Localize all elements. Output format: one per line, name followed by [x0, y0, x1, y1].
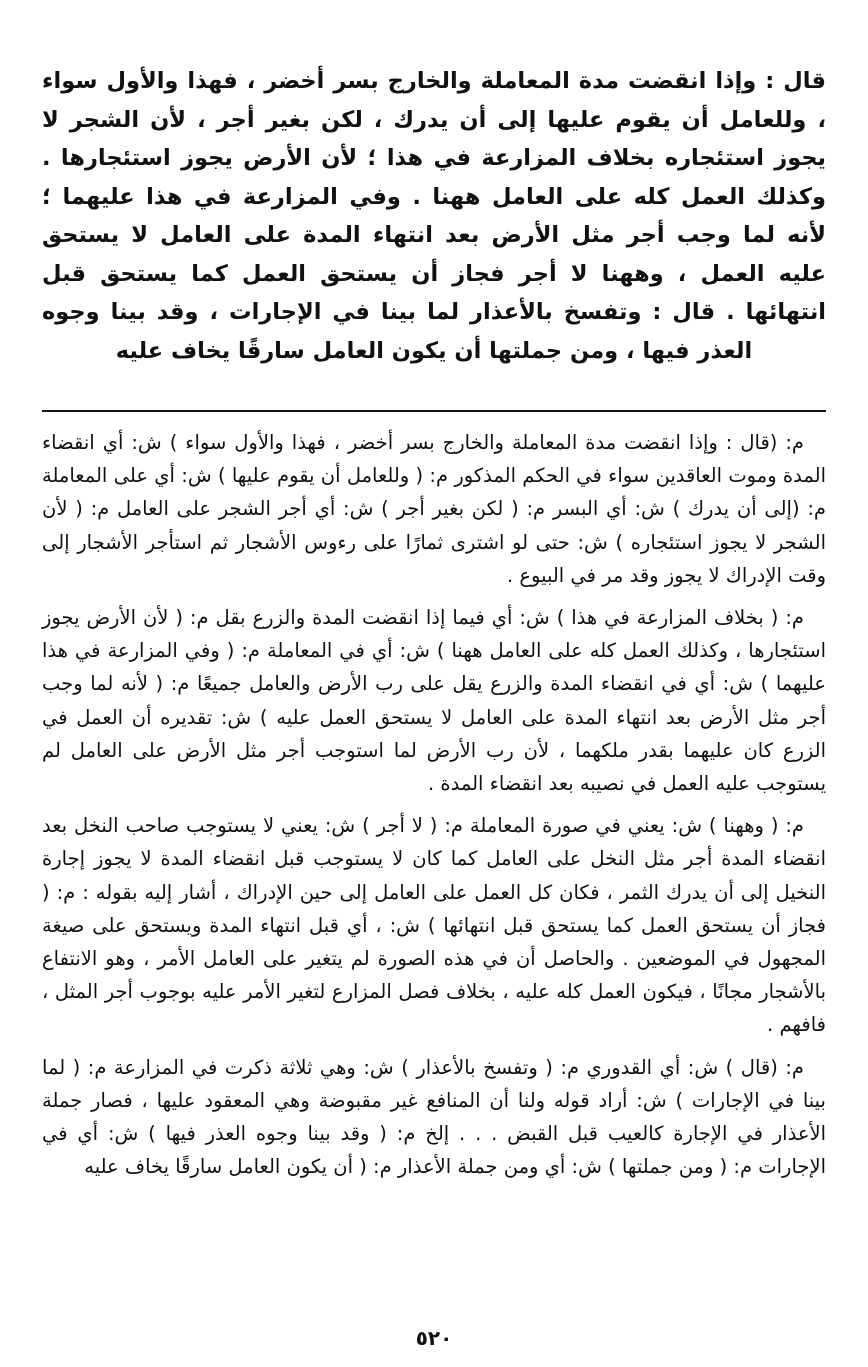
commentary-paragraph: م: (قال ) ش: أي القدوري م: ( وتفسخ بالأعذار ) ش: وهي ثلاثة ذكرت في المزارعة م: ( لما بينا في الإجارات ) ش: أراد قوله ولنا أن المنافع غير مقبوضة وهي المعقود عليها ، فصار جملة الأعذار في الإجارة كالعيب قبل القبض . . . إلخ م: ( وقد بينا وجوه العذر فيها ) ش: أي في الإجارات م: ( ومن جملتها ) ش: أي ومن جملة الأعذار م: ( أن يكون العامل سارقًا يخاف عليه [42, 1055, 826, 1179]
commentary-paragraph: م: ( بخلاف المزارعة في هذا ) ش: أي فيما إذا انقضت المدة والزرع بقل م: ( لأن الأرض يجوز استئجارها ، وكذلك العمل كله على العامل ههنا ) ش: أي في المعاملة م: ( وفي المزارعة في هذا عليهما ) ش: أي في انقضاء المدة والزرع يقل على رب الأرض والعامل جميعًا م: ( لأنه لما وجب أجر مثل الأرض بعد انتهاء المدة على العامل لا يستحق العمل عليه ) ش: تقديره أن العمل في الزرع كان عليهما بقدر ملكهما ، لأن رب الأرض لما استوجب أجر مثل الأرض على العامل لم يستوجب عليه العمل في نصيبه بعد انقضاء المدة . [42, 606, 826, 796]
footnote-separator [42, 410, 826, 412]
page-number: ٥٢٠ [415, 1326, 453, 1350]
commentary-paragraph: م: (قال : وإذا انقضت مدة المعاملة والخارج بسر أخضر ، فهذا والأول سواء ) ش: أي انقضاء المدة وموت العاقدين سواء في الحكم المذكور م: ( وللعامل أن يقوم عليها ) ش: أي على المعاملة م: (إلى أن يدرك ) ش: أي البسر م: ( لكن بغير أجر ) ش: أي أجر الشجر على العامل م: ( لأن الشجر لا يجوز استئجاره ) ش: حتى لو اشترى ثمارًا على رءوس الأشجار ثم استأجر الأشجار إلى وقت الإدراك لا يجوز وقد مر في البيوع . [42, 431, 826, 587]
commentary [42, 426, 826, 1183]
main-text: قال : وإذا انقضت مدة المعاملة والخارج بسر أخضر ، فهذا والأول سواء ، وللعامل أن يقوم عليها إلى أن يدرك ، لكن بغير أجر ، لأن الشجر لا يجوز استئجاره بخلاف المزارعة في هذا ؛ لأن الأرض يجوز استئجارها . وكذلك العمل كله على العامل ههنا . وفي المزارعة في هذا عليهما ؛ لأنه لما وجب أجر مثل الأرض بعد انتهاء المدة على العامل لا يستحق عليه العمل ، وههنا لا أجر فجاز أن يستحق العمل كما يستحق قبل انتهائها . قال : وتفسخ بالأعذار لما بينا في الإجارات ، وقد بينا وجوه العذر فيها ، ومن جملتها أن يكون العامل سارقًا يخاف عليه [42, 68, 826, 364]
commentary-paragraph: م: ( وههنا ) ش: يعني في صورة المعاملة م: ( لا أجر ) ش: يعني لا يستوجب صاحب النخل بعد انقضاء المدة أجر مثل النخل على العامل كما كان لا يستوجب قبل انقضاء المدة لا يجوز إجارة النخيل إلى أن يدرك الثمر ، فكان كل العمل على العامل إلى حين الإدراك ، أشار إليه بقوله : م: ( فجاز أن يستحق العمل كما يستحق قبل انتهائها ) ش: ، أي قبل انتهاء المدة ويستحق على صيغة المجهول في الموضعين . والحاصل أن في هذه الصورة لم يتغير على العامل الأمر ، وهو الانتفاع بالأشجار مجانًا ، فيكون العمل كله عليه ، بخلاف فصل المزارع لتغير الأمر عليه بوجوب أجر المثل ، فافهم . [42, 814, 826, 1037]
